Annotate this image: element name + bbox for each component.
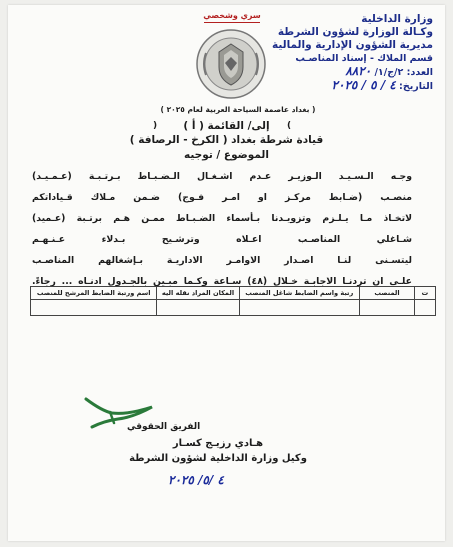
number-label: العدد: ٢/ج/١/ <box>374 67 433 78</box>
signatory-block <box>108 436 328 466</box>
letterhead <box>263 13 433 93</box>
document-number <box>263 65 433 79</box>
body-line: علـى ان تردنـا الاجابـة خـلال (٤٨) سـاعة وكـما مبـين بالجـدول ادنـاه ... رجاءً. <box>32 276 412 287</box>
table-row <box>31 300 436 316</box>
section-name: قسم الملاك - إسناد المناصـب <box>295 53 433 64</box>
classification-underline <box>204 22 260 23</box>
ministry-name: وزارة الداخلية <box>361 13 433 25</box>
signatory-rank: الفريق الحقوقي <box>127 422 201 432</box>
classification-mark: سري وشخصي <box>203 11 261 20</box>
bracket-close: ) <box>287 121 292 131</box>
date-value: ٤ / ٥ / ٢٠٢٥ <box>331 78 396 92</box>
letter-body <box>32 166 412 292</box>
table-cell <box>239 300 359 316</box>
baghdad-slogan: ( بغداد عاصمة السياحة العربية لعام ٢٠٢٥ ) <box>160 105 316 114</box>
table-header-row <box>31 287 436 300</box>
number-value: ٨٨٢٠ <box>345 64 372 78</box>
subject-line: الموضوع / توجيه <box>184 149 269 161</box>
body-line: منصـب (ضـابط مركـز او امـر فـوج) ضـمن مـلاك قـياداتكم <box>32 192 412 203</box>
handwritten-date: ٤ /٥/ ٢٠٢٥ <box>168 473 224 487</box>
table-cell <box>360 300 415 316</box>
column-header-position: المنصب <box>360 287 415 300</box>
table-cell <box>31 300 157 316</box>
directorate-name: مديرية الشؤون الإدارية والمالية <box>271 39 433 51</box>
table-cell <box>415 300 436 316</box>
bracket-open: ( <box>153 121 158 131</box>
column-header-seq: ت <box>415 287 436 300</box>
body-line: ليتسـنى لنـا اصـدار الاوامـر الاداريـة بـإشغالهم المناصـب <box>32 255 412 266</box>
signatory-name: هـادي رزيـج كسـار <box>172 438 264 449</box>
agency-name: وكـالة الوزارة لشؤون الشرطة <box>277 26 433 38</box>
body-line: لاتخـاذ مـا يـلـزم وتزويـدنا بـأسماء الضـبـاط ممـن هـم برتـبة (عـميد) <box>32 213 412 224</box>
date-label: التاريخ: <box>399 81 433 92</box>
document-page <box>8 5 445 541</box>
signatory-title: وكيل وزارة الداخلية لشؤون الشرطة <box>129 453 307 464</box>
table-cell <box>157 300 239 316</box>
document-date <box>263 79 433 93</box>
column-header-current-officer: رتبة واسم الضابط شاغل المنصب <box>239 287 359 300</box>
nominations-table <box>30 286 436 316</box>
column-header-transfer-location: المكان المراد نقله اليه <box>157 287 239 300</box>
recipient-list: إلى/ القائمة ( أ ) <box>183 120 270 132</box>
column-header-nominee: اسم ورتبة الضابط المرشح للمنصب <box>31 287 157 300</box>
body-line: شـاغلي المناصـب اعـلاه وترشـيح بـدلاء عـنـهـم <box>32 234 412 245</box>
body-line: وجـه الـسـيـد الـوزيـر عـدم اشـغـال الـضـبـاط بـرتـبـة (عـمـيـد) <box>32 171 412 182</box>
ministry-of-interior-emblem-icon <box>194 27 268 101</box>
recipient-command: قيادة شرطة بغداد ( الكرخ - الرصافة ) <box>129 134 324 146</box>
